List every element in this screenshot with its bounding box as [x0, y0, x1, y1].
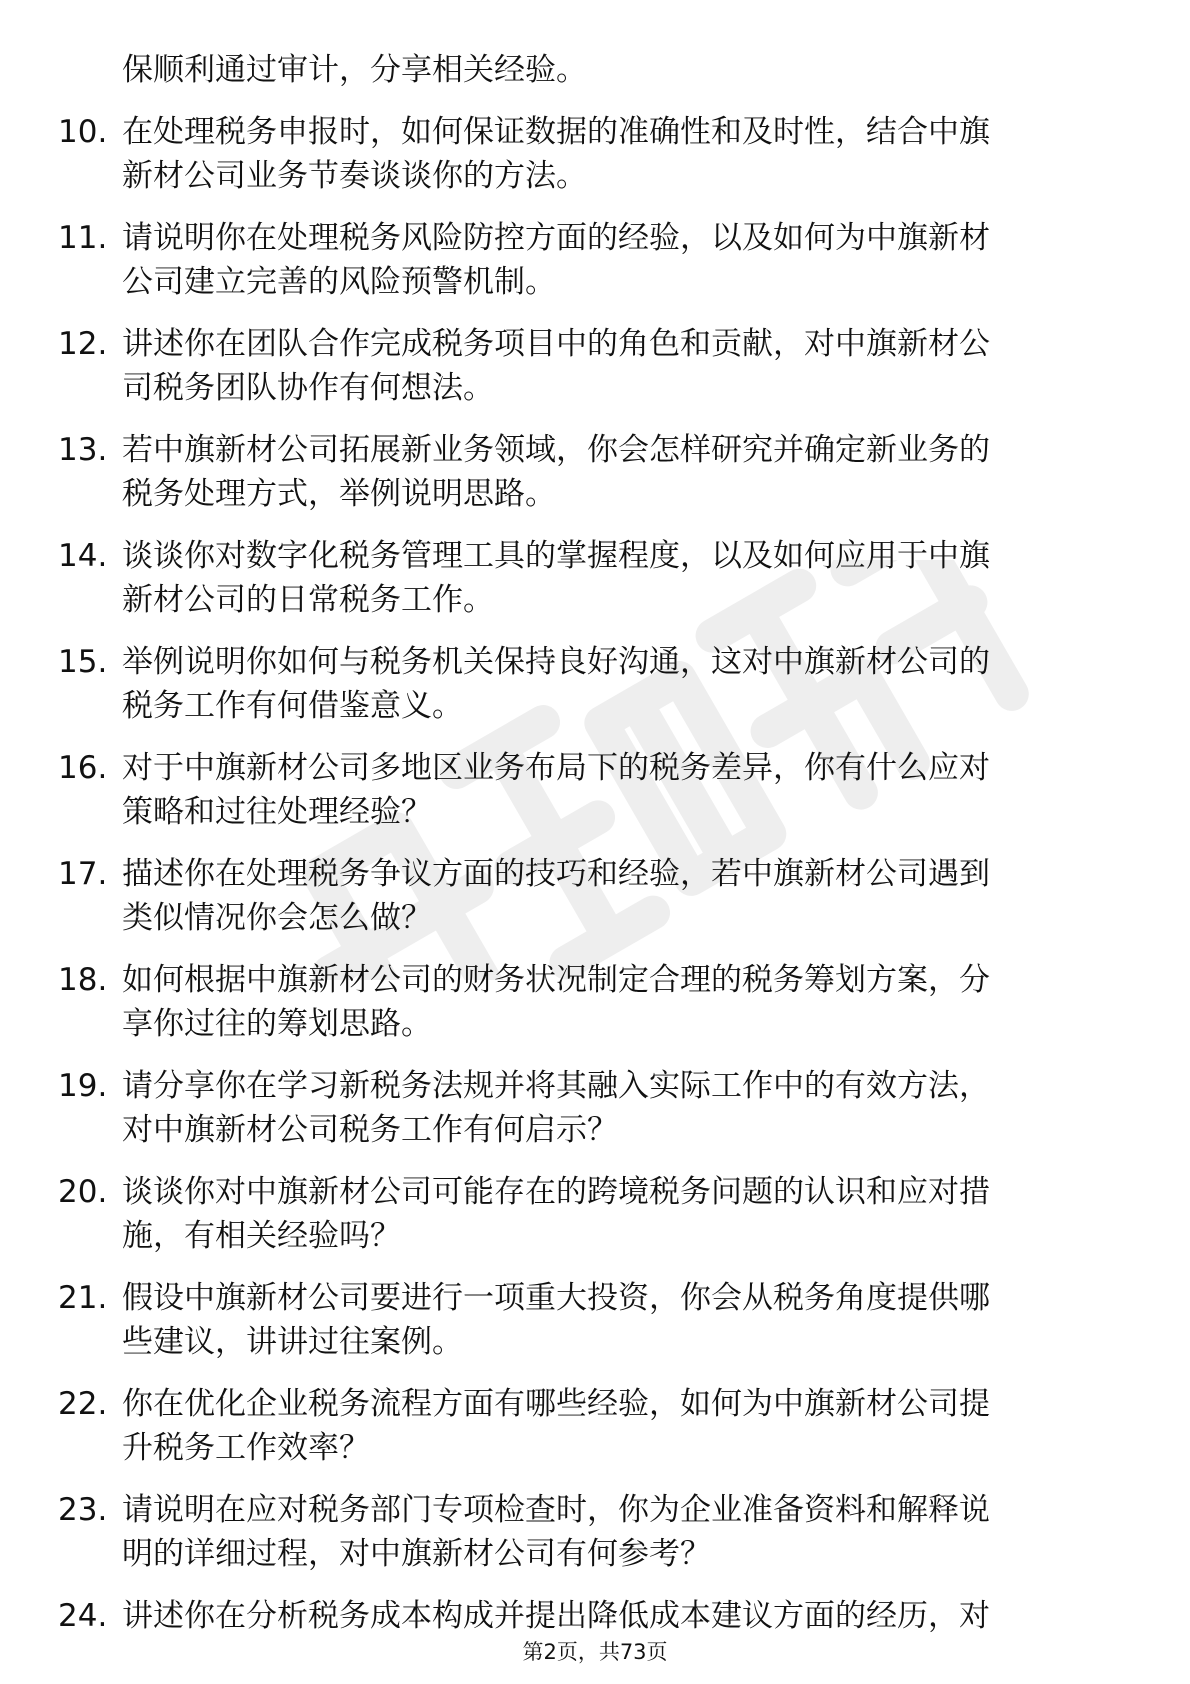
question-text-line: 请说明在应对税务部门专项检查时，你为企业准备资料和解释说: [122, 1492, 990, 1528]
question-text-line: 假设中旗新材公司要进行一项重大投资，你会从税务角度提供哪: [122, 1280, 990, 1316]
question-text: [122, 110, 1138, 198]
question-item: [58, 1064, 1138, 1152]
question-item: [58, 534, 1138, 622]
page-footer: 第2页，共73页: [522, 1640, 668, 1664]
question-text: [122, 958, 1138, 1046]
question-number: 12.: [58, 326, 108, 362]
question-item: [58, 322, 1138, 410]
question-text-line: 公司建立完善的风险预警机制。: [122, 264, 556, 300]
question-number: 14.: [58, 538, 108, 574]
question-text-line: 新材公司的日常税务工作。: [122, 582, 494, 618]
question-text-line: 新材公司业务节奏谈谈你的方法。: [122, 158, 587, 194]
question-text-line: 举例说明你如何与税务机关保持良好沟通，这对中旗新材公司的: [122, 644, 990, 680]
question-item: [58, 958, 1138, 1046]
question-item: [58, 1170, 1138, 1258]
question-text: [122, 640, 1138, 728]
question-item: [58, 746, 1138, 834]
question-text-line: 明的详细过程，对中旗新材公司有何参考？: [122, 1536, 711, 1572]
question-text-line: 施，有相关经验吗？: [122, 1218, 401, 1254]
question-item: [58, 1488, 1138, 1576]
question-text: [122, 534, 1138, 622]
question-text-line: 享你过往的筹划思路。: [122, 1006, 432, 1042]
question-number: 16.: [58, 750, 108, 786]
question-text-line: 讲述你在分析税务成本构成并提出降低成本建议方面的经历，对: [122, 1598, 990, 1634]
question-text-line: 请分享你在学习新税务法规并将其融入实际工作中的有效方法，: [122, 1068, 990, 1104]
question-text-line: 谈谈你对中旗新材公司可能存在的跨境税务问题的认识和应对措: [122, 1174, 990, 1210]
question-number: 20.: [58, 1174, 108, 1210]
question-number: 19.: [58, 1068, 108, 1104]
question-text: [122, 1276, 1138, 1364]
question-text-line: 策略和过往处理经验？: [122, 794, 432, 830]
question-text: [122, 1594, 1138, 1638]
question-number: 10.: [58, 114, 108, 150]
question-text-line: 对于中旗新材公司多地区业务布局下的税务差异，你有什么应对: [122, 750, 990, 786]
question-text: [122, 1170, 1138, 1258]
question-text: [122, 216, 1138, 304]
question-text: [122, 746, 1138, 834]
question-text-line: 描述你在处理税务争议方面的技巧和经验，若中旗新材公司遇到: [122, 856, 990, 892]
question-text-line: 如何根据中旗新材公司的财务状况制定合理的税务筹划方案，分: [122, 962, 990, 998]
question-text: [122, 1064, 1138, 1152]
question-list: [58, 48, 1138, 1638]
question-text-line: 司税务团队协作有何想法。: [122, 370, 494, 406]
question-item: [58, 852, 1138, 940]
question-text: [122, 428, 1138, 516]
question-item: [58, 216, 1138, 304]
question-item: [58, 1382, 1138, 1470]
question-text-line: 对中旗新材公司税务工作有何启示？: [122, 1112, 618, 1148]
question-text-line: 类似情况你会怎么做？: [122, 900, 432, 936]
question-item: [58, 110, 1138, 198]
question-number: 17.: [58, 856, 108, 892]
question-text: [122, 852, 1138, 940]
question-text-line: 税务工作有何借鉴意义。: [122, 688, 463, 724]
question-item: [58, 640, 1138, 728]
question-number: 21.: [58, 1280, 108, 1316]
question-text-line: 在处理税务申报时，如何保证数据的准确性和及时性，结合中旗: [122, 114, 990, 150]
question-text-line: 税务处理方式，举例说明思路。: [122, 476, 556, 512]
question-text: [122, 1488, 1138, 1576]
question-text: [122, 1382, 1138, 1470]
question-text-line: 请说明你在处理税务风险防控方面的经验，以及如何为中旗新材: [122, 220, 990, 256]
question-number: 18.: [58, 962, 108, 998]
question-item: [58, 428, 1138, 516]
question-text-line: 你在优化企业税务流程方面有哪些经验，如何为中旗新材公司提: [122, 1386, 990, 1422]
question-text-line: 升税务工作效率？: [122, 1430, 370, 1466]
question-number: 24.: [58, 1598, 108, 1634]
question-number: 22.: [58, 1386, 108, 1422]
question-text-line: 些建议，讲讲过往案例。: [122, 1324, 463, 1360]
question-number: 11.: [58, 220, 108, 256]
question-item: [58, 1276, 1138, 1364]
question-text-line: 若中旗新材公司拓展新业务领域，你会怎样研究并确定新业务的: [122, 432, 990, 468]
question-number: 15.: [58, 644, 108, 680]
question-item: [58, 1594, 1138, 1638]
questions-container: [58, 110, 1138, 1638]
question-number: 13.: [58, 432, 108, 468]
continuation-line: 保顺利通过审计，分享相关经验。: [122, 52, 587, 88]
question-text-line: 谈谈你对数字化税务管理工具的掌握程度，以及如何应用于中旗: [122, 538, 990, 574]
question-text: [122, 322, 1138, 410]
question-number: 23.: [58, 1492, 108, 1528]
question-text-line: 讲述你在团队合作完成税务项目中的角色和贡献，对中旗新材公: [122, 326, 990, 362]
